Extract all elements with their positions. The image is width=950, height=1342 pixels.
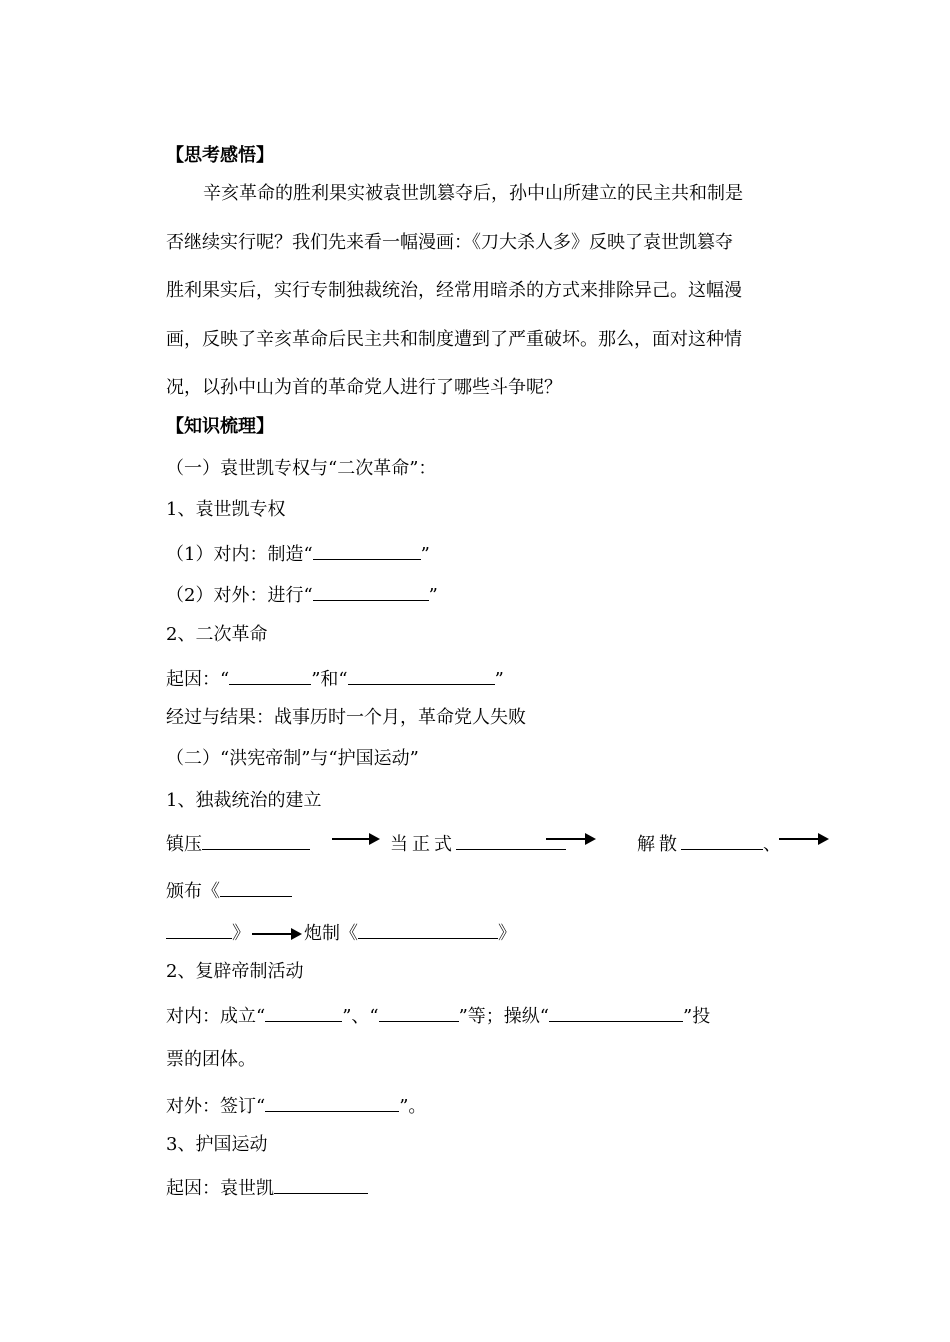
blank-field[interactable]: [166, 918, 232, 939]
section2-title: （二）“洪宪帝制”与“护国运动”: [166, 748, 419, 769]
blank-field[interactable]: [265, 1001, 342, 1022]
flow-part-3: [637, 829, 785, 858]
label: 颁布《: [166, 881, 220, 902]
label: ”、“: [342, 1006, 379, 1027]
label: ”等；操纵“: [458, 1006, 550, 1027]
quote: ”: [494, 669, 504, 690]
quote: ”: [420, 544, 430, 565]
cause-line: [166, 664, 504, 693]
flow-paozhi: [166, 918, 516, 947]
blank-field[interactable]: [358, 918, 498, 939]
arrow-icon: [332, 833, 380, 845]
label: 镇压: [166, 834, 202, 855]
s1-item1-b: [166, 580, 438, 609]
s2-item1: 1、独裁统治的建立: [166, 790, 322, 811]
blank-field[interactable]: [549, 1001, 683, 1022]
process-line: 经过与结果：战事历时一个月，革命党人失败: [166, 707, 526, 728]
s1-item1: 1、袁世凯专权: [166, 499, 286, 520]
label: 对内：成立“: [166, 1006, 266, 1027]
quote: ”: [428, 585, 438, 606]
arrow-icon: [546, 833, 596, 845]
label: ”投: [683, 1006, 711, 1027]
reflection-line-1: 辛亥革命的胜利果实被袁世凯篡夺后，孙中山所建立的民主共和制是: [203, 183, 743, 204]
label: ”。: [399, 1096, 427, 1117]
s1-item1-a: [166, 539, 430, 568]
heading-reflection: 【思考感悟】: [166, 145, 274, 166]
reflection-paragraph: [166, 170, 786, 413]
flow-part-2: [390, 829, 566, 858]
label: （2）对外：进行“: [166, 585, 313, 606]
s2-item2: 2、复辟帝制活动: [166, 961, 304, 982]
reflection-line-2: 否继续实行呢？我们先来看一幅漫画：《刀大杀人多》反映了袁世凯篡夺: [166, 231, 733, 253]
label: 解散: [637, 834, 681, 855]
label: 起因：袁世凯: [166, 1178, 274, 1199]
label: 、: [763, 834, 785, 855]
blank-field[interactable]: [265, 1091, 399, 1112]
huguo-cause: [166, 1173, 368, 1202]
label: 对外：签订“: [166, 1096, 266, 1117]
section1-title: （一）袁世凯专权与“二次革命”：: [166, 458, 437, 479]
blank-field[interactable]: [348, 664, 495, 685]
heading-knowledge: 【知识梳理】: [166, 416, 274, 437]
s2-item3: 3、护国运动: [166, 1134, 268, 1155]
outer-line: [166, 1091, 426, 1120]
label: 当正式: [390, 834, 456, 855]
reflection-line-4: 画，反映了辛亥革命后民主共和制度遭到了严重破坏。那么，面对这种情: [166, 328, 742, 350]
arrow-icon: [779, 833, 829, 845]
blank-field[interactable]: [379, 1001, 459, 1022]
reflection-line-5: 况，以孙中山为首的革命党人进行了哪些斗争呢？: [166, 377, 562, 398]
label: 》: [232, 923, 250, 944]
label: 炮制《: [304, 923, 358, 944]
label: 起因：“: [166, 669, 230, 690]
blank-field[interactable]: [220, 876, 292, 897]
blank-field[interactable]: [313, 580, 429, 601]
arrow-icon: [252, 928, 302, 940]
blank-field[interactable]: [681, 829, 763, 850]
flow-banbu: [166, 876, 292, 905]
blank-field[interactable]: [313, 539, 421, 560]
reflection-line-3: 胜利果实后，实行专制独裁统治，经常用暗杀的方式来排除异己。这幅漫: [166, 280, 742, 301]
blank-field[interactable]: [202, 829, 310, 850]
inner-cont: 票的团体。: [166, 1049, 256, 1070]
label: ”和“: [311, 669, 348, 690]
inner-line: [166, 1001, 710, 1030]
blank-field[interactable]: [274, 1173, 368, 1194]
flow-line: [166, 829, 310, 858]
label: （1）对内：制造“: [166, 544, 313, 565]
blank-field[interactable]: [229, 664, 311, 685]
label: 》: [498, 923, 516, 944]
s1-item2: 2、二次革命: [166, 624, 268, 645]
